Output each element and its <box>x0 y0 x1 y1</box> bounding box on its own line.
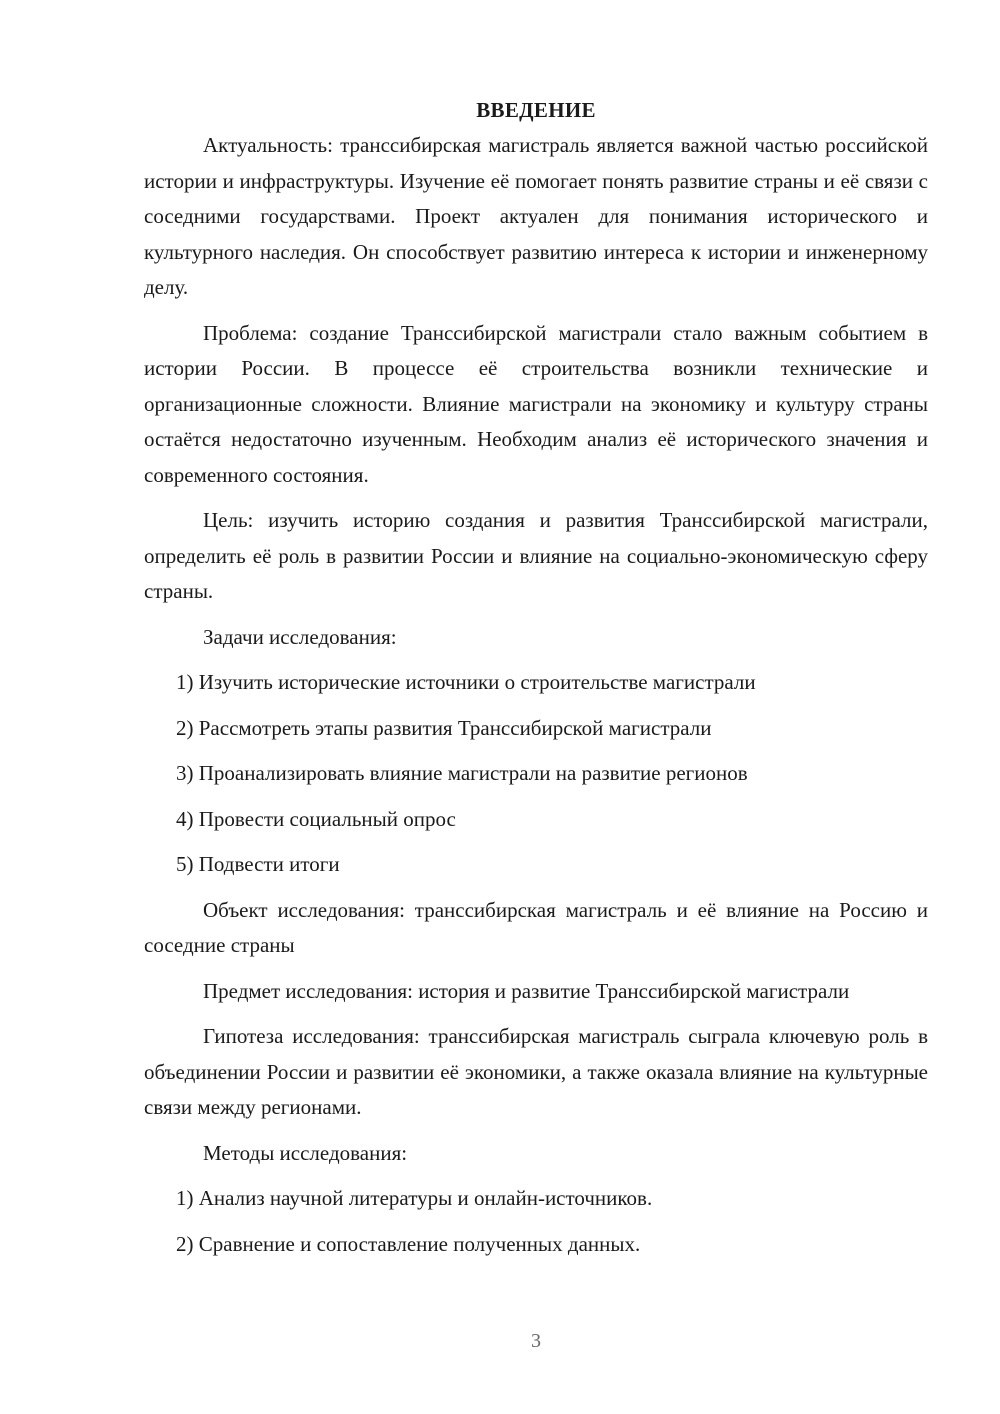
hypothesis-paragraph: Гипотеза исследования: транссибирская магистраль сыграла ключевую роль в объединении России и развитии её экономики, а также оказала влияние на культурные связи между регионами. <box>144 1024 928 1119</box>
task-item: 3) Проанализировать влияние магистрали на развитие регионов <box>176 761 748 785</box>
method-item: 1) Анализ научной литературы и онлайн-источников. <box>176 1186 653 1210</box>
relevance-paragraph: Актуальность: транссибирская магистраль является важной частью российской истории и инфраструктуры. Изучение её помогает понять развитие страны и её связи с соседними государствами. Проект актуален для понимания исторического и культурного наследия. Он способствует развитию интереса к истории и инженерному делу. <box>144 133 928 299</box>
object-paragraph: Объект исследования: транссибирская магистраль и её влияние на Россию и соседние страны <box>144 897 928 957</box>
method-item: 2) Сравнение и сопоставление полученных данных. <box>176 1231 641 1256</box>
document-page <box>144 92 928 1262</box>
page-number: 3 <box>531 1330 541 1352</box>
tasks-title: Задачи исследования: <box>203 624 397 649</box>
subject-paragraph: Предмет исследования: история и развитие Транссибирской магистрали <box>203 978 850 1003</box>
problem-paragraph: Проблема: создание Транссибирской магистрали стало важным событием в истории России. В процессе её строительства возникли технические и организационные сложности. Влияние магистрали на экономику и культуру страны остаётся недостаточно изученным. Необходим анализ её исторического значения и современного состояния. <box>144 320 928 487</box>
task-item: 2) Рассмотреть этапы развития Транссибирской магистрали <box>176 715 712 740</box>
methods-title: Методы исследования: <box>203 1140 408 1165</box>
goal-paragraph: Цель: изучить историю создания и развития Транссибирской магистрали, определить её роль в развитии России и влияние на социально-экономическую сферу страны. <box>144 508 928 603</box>
task-item: 5) Подвести итоги <box>176 852 340 876</box>
section-heading: ВВЕДЕНИЕ <box>476 98 596 122</box>
task-item: 1) Изучить исторические источники о строительстве магистрали <box>176 670 756 694</box>
task-item: 4) Провести социальный опрос <box>176 806 456 831</box>
